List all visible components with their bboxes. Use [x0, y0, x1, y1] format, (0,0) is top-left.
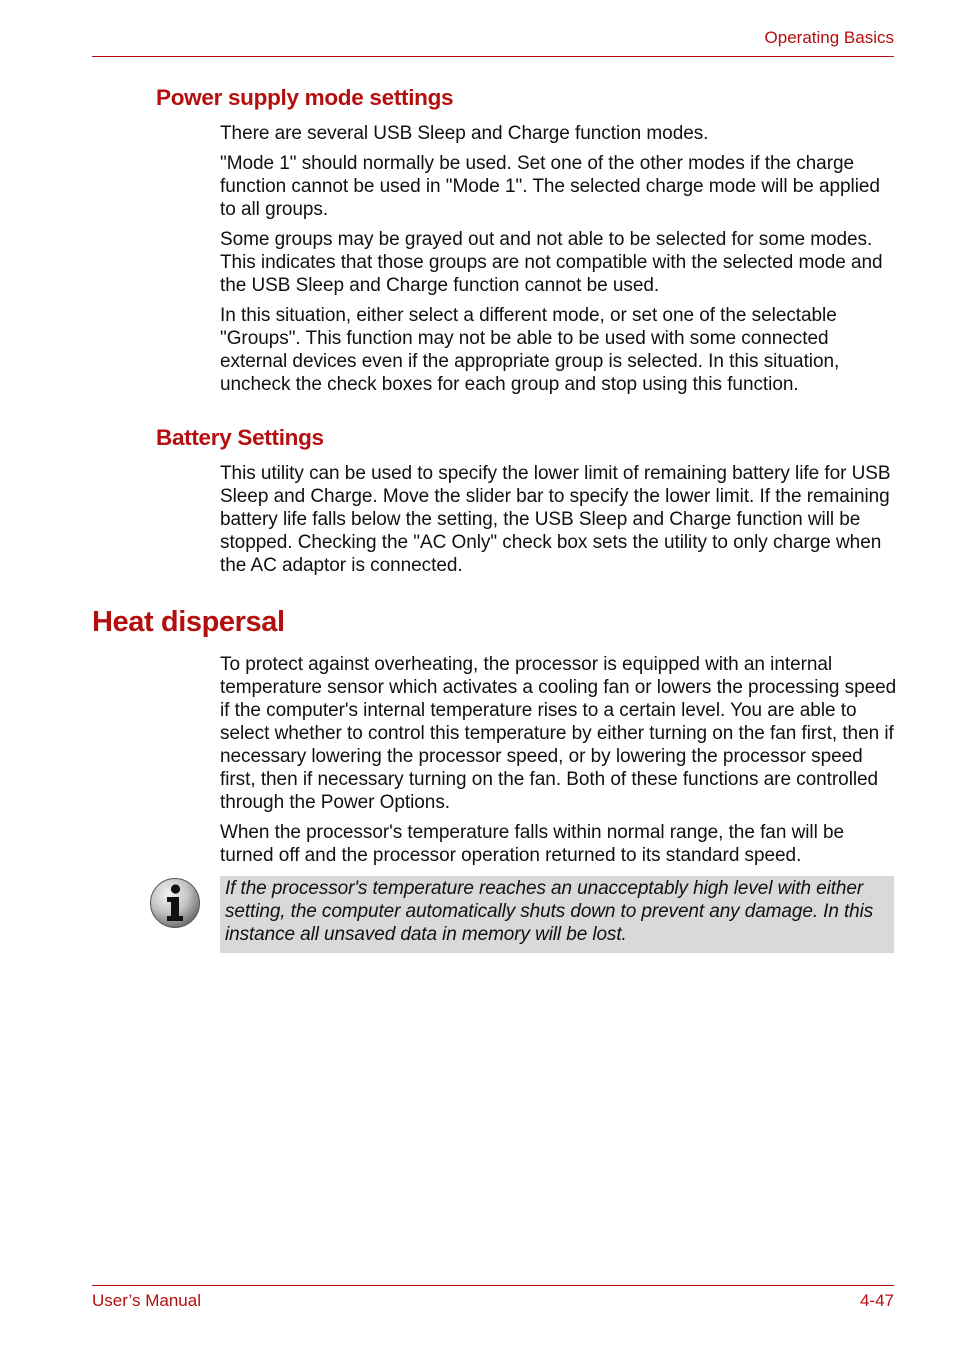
header-rule [92, 56, 894, 57]
info-icon [149, 877, 201, 929]
power-supply-body [220, 122, 900, 403]
paragraph: "Mode 1" should normally be used. Set one of the other modes if the charge function cannot be used in "Mode 1". The selected charge mode will be applied to all groups. [220, 153, 880, 220]
chapter-title: Operating Basics [764, 28, 894, 47]
note-box [220, 876, 894, 953]
heat-dispersal-body [220, 653, 900, 874]
paragraph: To protect against overheating, the processor is equipped with an internal temperature sensor which activates a cooling fan or lowers the processing speed if the computer's internal temperature rises to a certain level. You are able to select whether to control this temperature by either turning on the fan first, then if necessary lowering the processor speed, or by lowering the processor speed first, then if necessary turning on the fan. Both of these functions are controlled through the Power Options. [220, 654, 897, 813]
power-supply-heading: Power supply mode settings [156, 85, 454, 110]
battery-settings-body [220, 462, 900, 584]
paragraph: This utility can be used to specify the lower limit of remaining battery life for USB Sleep and Charge. Move the slider bar to specify the lower limit. If the remaining battery life falls below the setting, the USB Sleep and Charge function will be stopped. Checking the "AC Only" check box sets the utility to only charge when the AC adaptor is connected. [220, 463, 891, 576]
heat-dispersal-title: Heat dispersal [92, 606, 285, 638]
manual-title: User’s Manual [92, 1291, 201, 1310]
paragraph: When the processor's temperature falls within normal range, the fan will be turned off and the processor operation returned to its standard speed. [220, 822, 845, 866]
battery-settings-heading: Battery Settings [156, 425, 324, 450]
paragraph: In this situation, either select a different mode, or set one of the selectable "Groups". This function may not be able to be used with some connected external devices even if the appropriate group is selected. In this situation, uncheck the check boxes for each group and stop using this function. [220, 305, 840, 395]
footer-rule [92, 1285, 894, 1286]
paragraph: Some groups may be grayed out and not able to be selected for some modes. This indicates that those groups are not compatible with the selected mode and the USB Sleep and Charge function cannot be used. [220, 229, 883, 296]
paragraph: There are several USB Sleep and Charge function modes. [220, 123, 709, 144]
note-text: If the processor's temperature reaches an unacceptably high level with either setting, the computer automatically shuts down to prevent any damage. In this instance all unsaved data in memory will be lost. [225, 878, 874, 945]
page-number: 4-47 [859, 1291, 894, 1310]
